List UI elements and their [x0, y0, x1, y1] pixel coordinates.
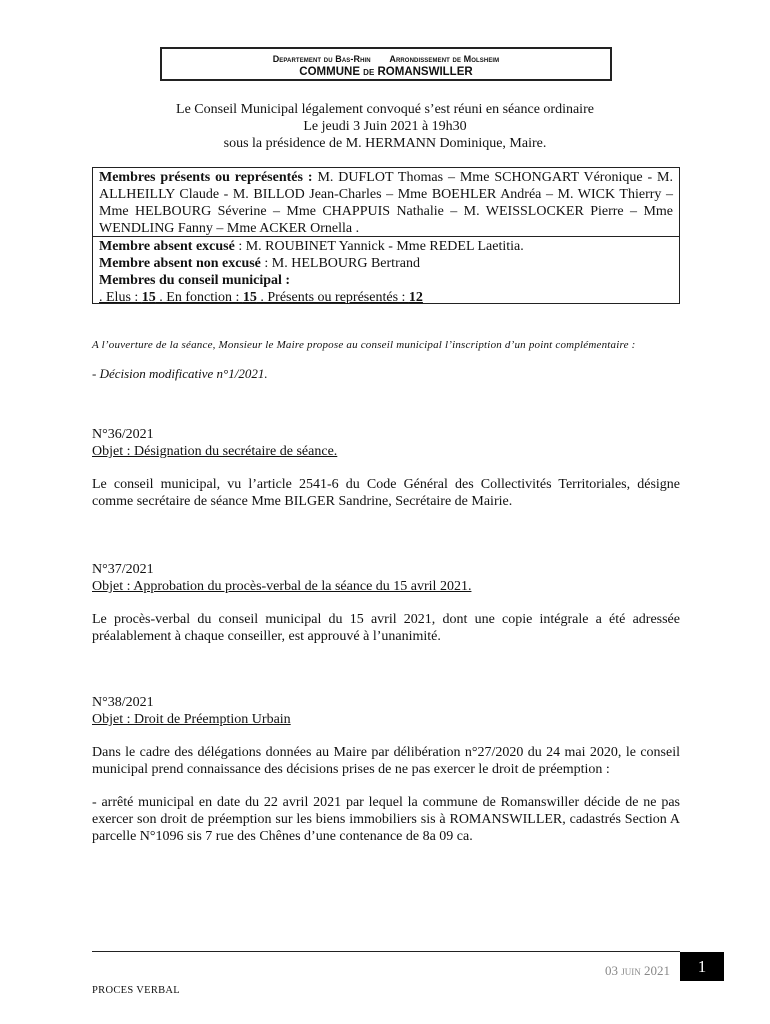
absent-excused-text: : M. ROUBINET Yannick - Mme REDEL Laetitia. — [234, 239, 524, 254]
deliberation-number: N°37/2021 — [92, 562, 154, 577]
opening-note: A l’ouverture de la séance, Monsieur le Maire propose au conseil municipal l’inscription d’un point complémentaire : — [92, 339, 636, 351]
deliberation-38 — [92, 694, 680, 845]
elus-prefix: . Elus : — [99, 290, 142, 305]
fonction-prefix: . En fonction : — [155, 290, 243, 305]
deliberation-paragraph: - arrêté municipal en date du 22 avril 2021 par lequel la commune de Romanswiller décide de ne pas exercer son droit de préemption sur les biens immobiliers sis à ROMANSWILLER, cadastrés Section A parcelle N°1096 sis 7 rue des Chênes d’une contenance de 8a 09 ca. — [92, 795, 680, 844]
header-box — [160, 47, 612, 81]
deliberation-object: Objet : Approbation du procès-verbal de la séance du 15 avril 2021. — [92, 579, 472, 594]
department-label: Departement du Bas-Rhin — [272, 54, 371, 64]
members-present — [93, 168, 679, 236]
deliberation-paragraph: Dans le cadre des délégations données au Maire par délibération n°27/2020 du 24 mai 2020, le conseil municipal prend connaissance des décisions prises de ne pas exercer le droit de préemption : — [92, 745, 680, 777]
presents-prefix: . Présents ou représentés : — [256, 290, 409, 305]
elus-value: 15 — [141, 290, 156, 305]
council-label-row — [99, 272, 673, 289]
deliberation-number: N°36/2021 — [92, 427, 154, 442]
deliberation-object: Objet : Droit de Préemption Urbain — [92, 712, 291, 727]
footer-label: PROCES VERBAL — [92, 985, 181, 996]
intro-line-3: sous la présidence de M. HERMANN Dominique, Maire. — [223, 136, 547, 151]
footer-date: 03 juin 2021 — [605, 963, 670, 978]
members-box — [92, 167, 680, 304]
presents-value: 12 — [408, 290, 423, 305]
header-line-1 — [162, 54, 610, 64]
absent-excused-row — [99, 238, 673, 255]
deliberation-37 — [92, 561, 680, 645]
opening-item: - Décision modificative n°1/2021. — [92, 366, 268, 381]
intro-block — [90, 101, 680, 152]
deliberation-36 — [92, 426, 680, 510]
deliberation-object: Objet : Désignation du secrétaire de séance. — [92, 444, 338, 459]
page-number: 1 — [680, 952, 724, 981]
absent-unexcused-label: Membre absent non excusé — [99, 256, 261, 271]
council-counts-row — [99, 289, 673, 306]
members-summary — [93, 237, 679, 306]
commune-label: COMMUNE de ROMANSWILLER — [299, 66, 473, 78]
deliberation-paragraph: Le conseil municipal, vu l’article 2541-6 du Code Général des Collectivités Territoriales, désigne comme secrétaire de séance Mme BILGER Sandrine, Secrétaire de Mairie. — [92, 477, 680, 509]
absent-unexcused-text: : M. HELBOURG Bertrand — [260, 256, 420, 271]
absent-excused-label: Membre absent excusé — [99, 239, 235, 254]
deliberation-number: N°38/2021 — [92, 695, 154, 710]
deliberation-paragraph: Le procès-verbal du conseil municipal du 15 avril 2021, dont une copie intégrale a été adressée préalablement à chaque conseiller, est approuvé à l’unanimité. — [92, 612, 680, 644]
intro-line-2: Le jeudi 3 Juin 2021 à 19h30 — [303, 119, 467, 134]
members-present-label: Membres présents ou représentés : — [99, 170, 313, 185]
council-label: Membres du conseil municipal : — [99, 273, 291, 288]
fonction-value: 15 — [242, 290, 257, 305]
absent-unexcused-row — [99, 255, 673, 272]
footer-divider — [92, 951, 680, 952]
arrondissement-label: Arrondissement de Molsheim — [389, 54, 500, 64]
members-present-text: M. DUFLOT Thomas – Mme SCHONGART Véronique - M. ALLHEILLY Claude - M. BILLOD Jean-Charles – Mme BOEHLER Andréa – M. WICK Thierry – Mme HELBOURG Séverine – Mme CHAPPUIS Nathalie – M. WEISSLOCKER Pierre – Mme WENDLING Fanny – Mme ACKER Ornella . — [99, 170, 673, 236]
intro-line-1: Le Conseil Municipal légalement convoqué s’est réuni en séance ordinaire — [176, 102, 594, 117]
